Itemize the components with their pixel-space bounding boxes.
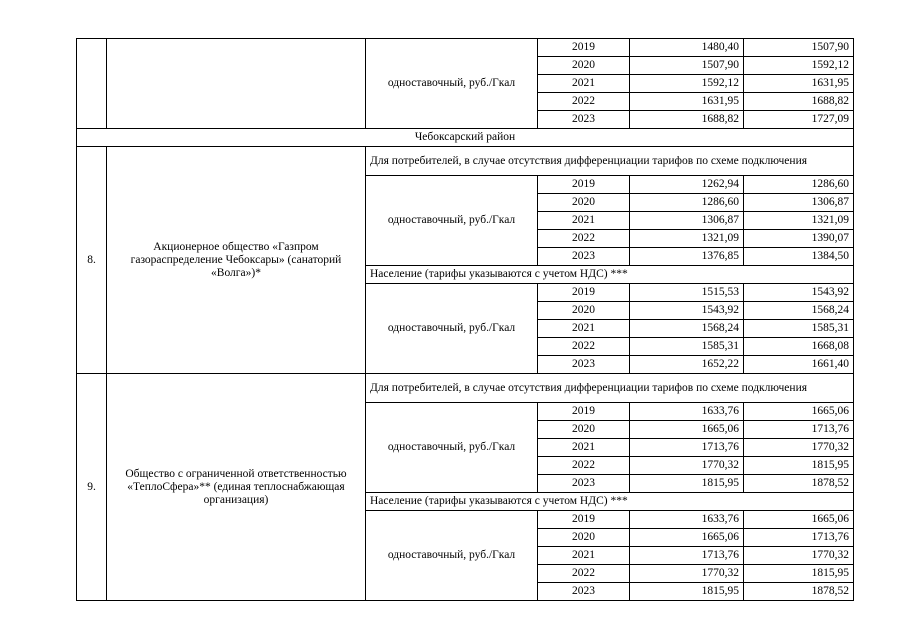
tariff-h1-cell: 1665,06 bbox=[630, 529, 744, 547]
tariff-unit: одноставочный, руб./Гкал bbox=[366, 511, 538, 601]
tariff-h1-cell: 1713,76 bbox=[630, 439, 744, 457]
tariff-h1-cell: 1543,92 bbox=[630, 302, 744, 320]
tariff-h2-cell: 1543,92 bbox=[744, 284, 854, 302]
year-cell: 2023 bbox=[538, 356, 630, 374]
tariff-h1-cell: 1507,90 bbox=[630, 57, 744, 75]
tariff-h1-cell: 1633,76 bbox=[630, 511, 744, 529]
tariff-unit: одноставочный, руб./Гкал bbox=[366, 284, 538, 374]
consumer-group-title: Население (тарифы указываются с учетом НДС) *** bbox=[366, 266, 854, 284]
year-cell: 2019 bbox=[538, 511, 630, 529]
tariff-h1-cell: 1376,85 bbox=[630, 248, 744, 266]
year-cell: 2022 bbox=[538, 230, 630, 248]
row-number-cell: 8. bbox=[77, 147, 107, 374]
tariff-h2-cell: 1585,31 bbox=[744, 320, 854, 338]
tariff-h2-cell: 1815,95 bbox=[744, 565, 854, 583]
tariff-h2-cell: 1306,87 bbox=[744, 194, 854, 212]
year-cell: 2023 bbox=[538, 475, 630, 493]
year-cell: 2019 bbox=[538, 176, 630, 194]
tariff-h2-cell: 1770,32 bbox=[744, 547, 854, 565]
tariff-h1-cell: 1770,32 bbox=[630, 457, 744, 475]
tariff-h2-cell: 1878,52 bbox=[744, 583, 854, 601]
tariff-h2-cell: 1568,24 bbox=[744, 302, 854, 320]
tariff-table bbox=[76, 38, 854, 601]
tariff-h1-cell: 1321,09 bbox=[630, 230, 744, 248]
year-cell: 2023 bbox=[538, 583, 630, 601]
tariff-h2-cell: 1727,09 bbox=[744, 111, 854, 129]
row-number-cell bbox=[77, 39, 107, 129]
year-cell: 2022 bbox=[538, 93, 630, 111]
tariff-h1-cell: 1713,76 bbox=[630, 547, 744, 565]
tariff-h1-cell: 1592,12 bbox=[630, 75, 744, 93]
year-cell: 2020 bbox=[538, 194, 630, 212]
year-cell: 2020 bbox=[538, 421, 630, 439]
year-cell: 2019 bbox=[538, 403, 630, 421]
tariff-h2-cell: 1878,52 bbox=[744, 475, 854, 493]
tariff-unit: одноставочный, руб./Гкал bbox=[366, 403, 538, 493]
tariff-h2-cell: 1661,40 bbox=[744, 356, 854, 374]
consumer-group-title: Для потребителей, в случае отсутствия дифференциации тарифов по схеме подключения bbox=[366, 147, 854, 176]
tariff-h2-cell: 1321,09 bbox=[744, 212, 854, 230]
tariff-h1-cell: 1633,76 bbox=[630, 403, 744, 421]
tariff-h1-cell: 1480,40 bbox=[630, 39, 744, 57]
tariff-h1-cell: 1585,31 bbox=[630, 338, 744, 356]
year-cell: 2022 bbox=[538, 338, 630, 356]
year-cell: 2022 bbox=[538, 457, 630, 475]
tariff-h1-cell: 1815,95 bbox=[630, 583, 744, 601]
tariff-h2-cell: 1384,50 bbox=[744, 248, 854, 266]
organization-name-cell: Общество с ограниченной ответственностью «ТеплоСфера»** (единая теплоснабжающая организация) bbox=[107, 374, 366, 601]
organization-name-cell bbox=[107, 39, 366, 129]
year-cell: 2019 bbox=[538, 39, 630, 57]
tariff-h2-cell: 1713,76 bbox=[744, 529, 854, 547]
tariff-h1-cell: 1515,53 bbox=[630, 284, 744, 302]
tariff-h2-cell: 1688,82 bbox=[744, 93, 854, 111]
tariff-h2-cell: 1631,95 bbox=[744, 75, 854, 93]
consumer-group-title: Для потребителей, в случае отсутствия дифференциации тарифов по схеме подключения bbox=[366, 374, 854, 403]
year-cell: 2022 bbox=[538, 565, 630, 583]
tariff-h2-cell: 1668,08 bbox=[744, 338, 854, 356]
year-cell: 2023 bbox=[538, 248, 630, 266]
tariff-unit: одноставочный, руб./Гкал bbox=[366, 39, 538, 129]
year-cell: 2020 bbox=[538, 57, 630, 75]
year-cell: 2021 bbox=[538, 212, 630, 230]
organization-name-cell: Акционерное общество «Газпром газораспределение Чебоксары» (санаторий «Волга»)* bbox=[107, 147, 366, 374]
year-cell: 2021 bbox=[538, 75, 630, 93]
tariff-h1-cell: 1815,95 bbox=[630, 475, 744, 493]
year-cell: 2021 bbox=[538, 547, 630, 565]
tariff-h1-cell: 1770,32 bbox=[630, 565, 744, 583]
tariff-h2-cell: 1665,06 bbox=[744, 403, 854, 421]
tariff-h1-cell: 1665,06 bbox=[630, 421, 744, 439]
tariff-h1-cell: 1262,94 bbox=[630, 176, 744, 194]
tariff-h2-cell: 1770,32 bbox=[744, 439, 854, 457]
consumer-group-title: Население (тарифы указываются с учетом НДС) *** bbox=[366, 493, 854, 511]
year-cell: 2020 bbox=[538, 529, 630, 547]
year-cell: 2023 bbox=[538, 111, 630, 129]
year-cell: 2021 bbox=[538, 320, 630, 338]
district-header: Чебоксарский район bbox=[77, 129, 854, 147]
row-number-cell: 9. bbox=[77, 374, 107, 601]
tariff-h2-cell: 1286,60 bbox=[744, 176, 854, 194]
tariff-h1-cell: 1688,82 bbox=[630, 111, 744, 129]
tariff-h1-cell: 1286,60 bbox=[630, 194, 744, 212]
tariff-h1-cell: 1568,24 bbox=[630, 320, 744, 338]
tariff-unit: одноставочный, руб./Гкал bbox=[366, 176, 538, 266]
tariff-h1-cell: 1631,95 bbox=[630, 93, 744, 111]
tariff-h2-cell: 1507,90 bbox=[744, 39, 854, 57]
tariff-h1-cell: 1652,22 bbox=[630, 356, 744, 374]
tariff-h2-cell: 1390,07 bbox=[744, 230, 854, 248]
year-cell: 2020 bbox=[538, 302, 630, 320]
year-cell: 2021 bbox=[538, 439, 630, 457]
tariff-h2-cell: 1713,76 bbox=[744, 421, 854, 439]
tariff-h2-cell: 1665,06 bbox=[744, 511, 854, 529]
tariff-h2-cell: 1592,12 bbox=[744, 57, 854, 75]
tariff-h2-cell: 1815,95 bbox=[744, 457, 854, 475]
year-cell: 2019 bbox=[538, 284, 630, 302]
tariff-h1-cell: 1306,87 bbox=[630, 212, 744, 230]
